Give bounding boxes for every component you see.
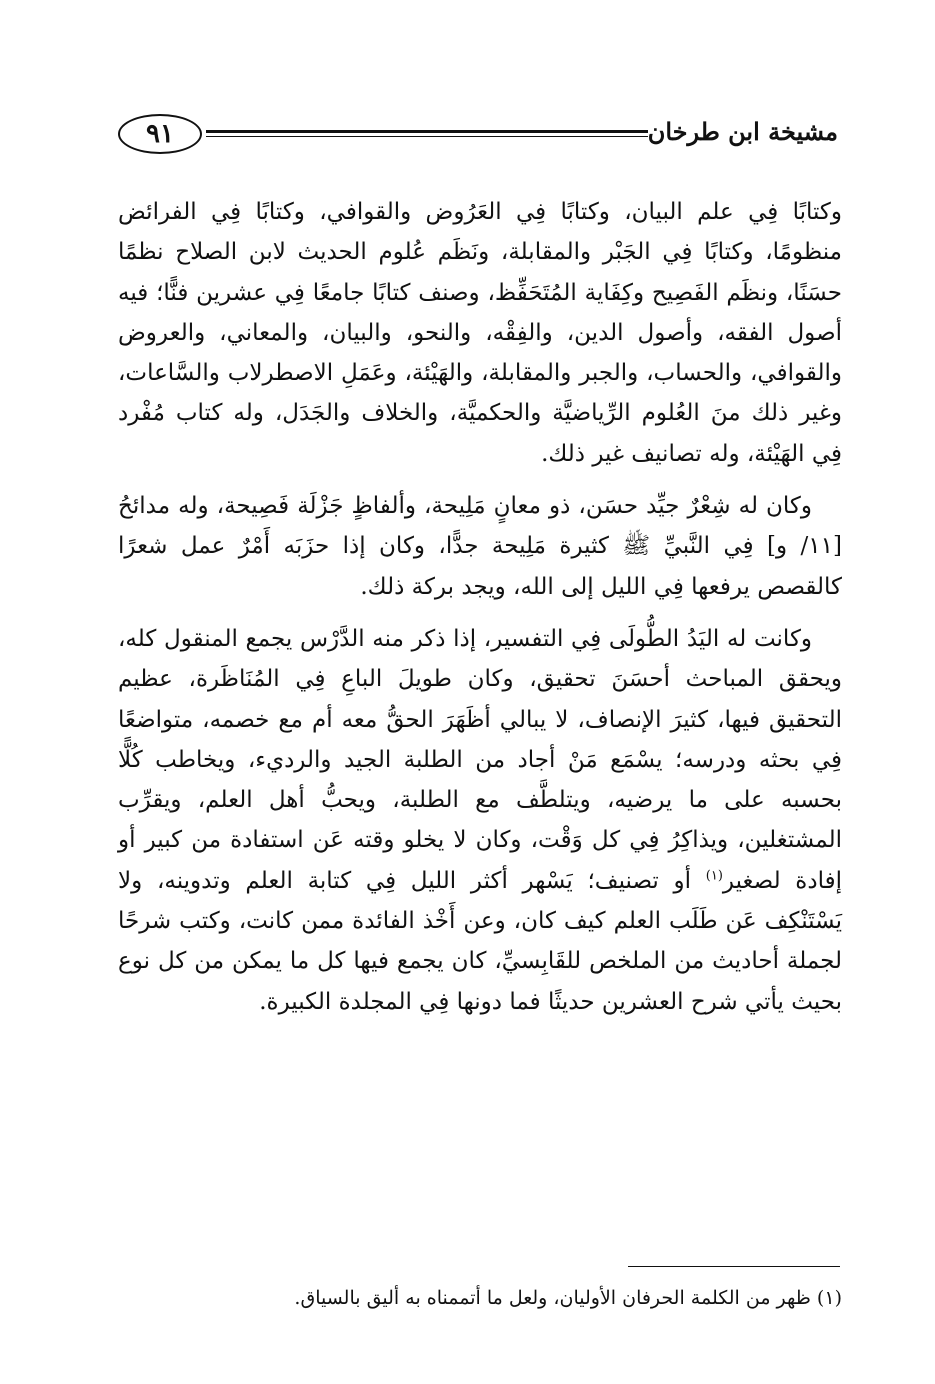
running-title: مشيخة ابن طرخان: [647, 117, 838, 146]
header-rule-thin: [206, 136, 648, 137]
footnote: (١) ظهر من الكلمة الحرفان الأوليان، ولعل ما أتممناه به أليق بالسياق.: [294, 1287, 842, 1309]
footnote-reference: (١): [705, 868, 723, 884]
paragraph-2: وكان له شِعْرٌ جيِّد حسَن، ذو معانٍ مَلِيحة، وألفاظٍ جَزْلَة فَصِيحة، وله مدائحُ [١١/ و] فِي النَّبيِّ ﷺ كثيرة مَلِيحة جدًّا، وكان إذا حزَبَه أَمْرٌ عمل شعرًا كالقصص يرفعها فِي الليل إلى الله، ويجد بركة ذلك.: [118, 493, 842, 600]
footnote-divider: [628, 1266, 840, 1267]
page-header: [118, 112, 838, 158]
paragraph-3-part-1: وكانت له اليَدُ الطُّولَى فِي التفسير، إذا ذكر منه الدَّرْس يجمع المنقول كله، ويحقق المباحث أحسَنَ تحقيق، وكان طويلَ الباعِ فِي المُنَاظَرة، عظيم التحقيق فيها، كثيرَ الإنصاف، لا يبالي أظَهَرَ الحقُّ معه أم مع خصمه، متواضعًا فِي بحثه ودرسه؛ يسْمَع مَنْ أجاد من الطلبة الجيد والرديء، ويخاطب كُلًّا بحسبه على ما يرضيه، ويتلطَّف مع الطلبة، ويحبُّ أهل العلم، ويقرِّب المشتغلين، ويذاكِرُ فِي كل وَقْت، وكان لا يخلو وقته عَن استفادة من كبير أو إفادة لصغير: [118, 625, 842, 894]
main-text: [118, 192, 842, 1034]
paragraph-3-part-2: أو تصنيف؛ يَسْهر أكثر الليل فِي كتابة العلم وتدوينه، ولا يَسْتَنْكِف عَن طَلَب العلم كيف كان، وعن أَخْذ الفائدة ممن كانت، وكتب شرحًا لجملة أحاديث من الملخص للقَابِسيِّ، كان يجمع فيها كل ما يمكن من كل نوع بحيث يأتي شرح العشرين حديثًا فما دونها فِي المجلدة الكبيرة.: [118, 867, 842, 1015]
paragraph-1: وكتابًا فِي علم البيان، وكتابًا فِي العَرُوض والقوافي، وكتابًا فِي الفرائض منظومًا، وكتابًا فِي الجَبْر والمقابلة، ونَظَم عُلوم الحديث لابن الصلاح نظمًا حسَنًا، ونظَم الفَصِيح وكِفَاية المُتَحَفِّظ، وصنف كتابًا جامعًا فِي عشرين فنًّا؛ فيه أصول الفقه، وأصول الدين، والفِقْه، والنحو، والبيان، والمعاني، والعروض والقوافي، والحساب، والجبر والمقابلة، والهَيْئة، وعَمَلِ الاصطرلاب والسَّاعات، وغير ذلك منَ العُلوم الرِّياضيَّة والحكميَّة، والخلاف والجَدَل، وله كتاب مُفْرد فِي الهَيْئة، وله تصانيف غير ذلك.: [118, 199, 842, 467]
page-number: ٩١: [118, 114, 202, 154]
header-rule: [206, 130, 648, 133]
paragraph-3: [118, 619, 842, 1022]
